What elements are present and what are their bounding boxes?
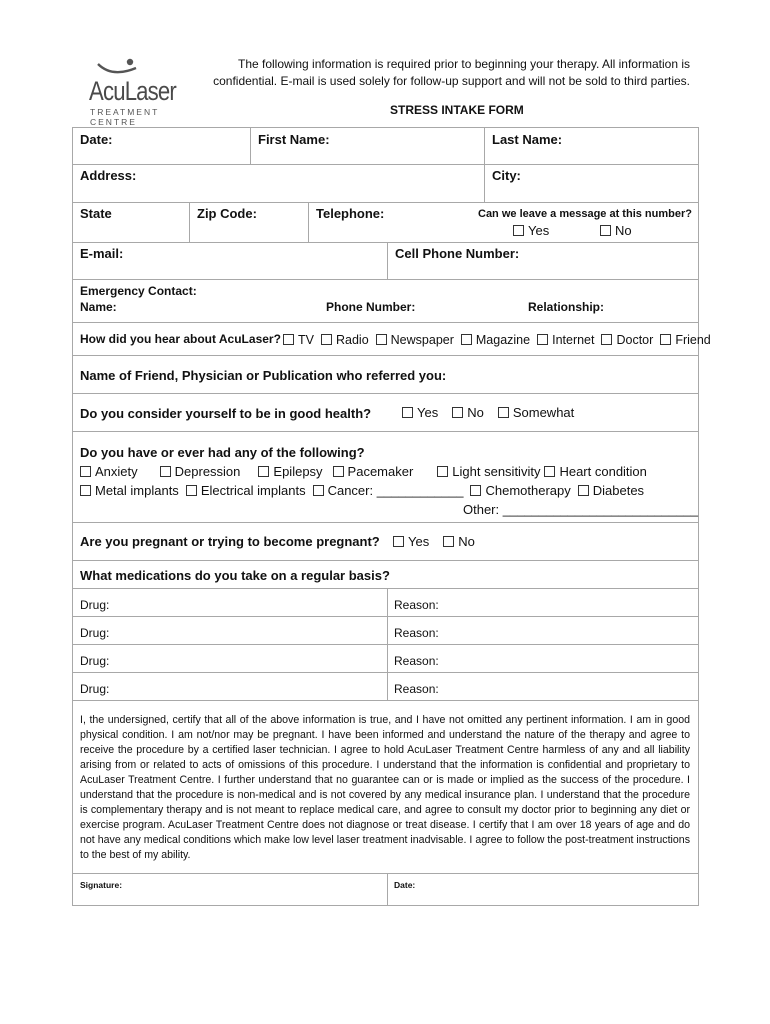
hear-about-row [73, 323, 711, 356]
checkbox-icon [333, 466, 344, 477]
cell-phone-field[interactable] [387, 243, 520, 279]
checkbox-icon [80, 485, 91, 496]
address-label: Address: [80, 168, 137, 183]
health-options [402, 405, 581, 420]
checkbox-icon [313, 485, 324, 496]
condition-diabetes[interactable]: Diabetes [578, 483, 644, 498]
emergency-label: Emergency Contact: [80, 284, 197, 298]
address-row [73, 165, 698, 203]
conditions-row-2 [80, 482, 644, 500]
message-yes-option[interactable]: Yes [513, 223, 549, 238]
message-no-option[interactable]: No [600, 223, 632, 238]
checkbox-icon [601, 334, 612, 345]
referred-question: Name of Friend, Physician or Publication who referred you: [80, 368, 447, 383]
condition-cancer[interactable]: Cancer: ____________ [313, 483, 464, 498]
reason-label: Reason: [394, 598, 439, 612]
intro-text: The following information is required prior to beginning your therapy. All information is confidential. E-mail is used solely for follow-up support and will not be sold to third parties. [213, 57, 690, 88]
hear-option-friend[interactable]: Friend [660, 333, 710, 347]
hear-options [283, 331, 711, 349]
condition-heart[interactable]: Heart condition [544, 464, 646, 479]
reason-field[interactable] [387, 617, 439, 644]
checkbox-icon [452, 407, 463, 418]
email-label: E-mail: [80, 246, 124, 261]
health-row [73, 394, 698, 432]
conditions-row [73, 432, 698, 523]
checkbox-icon [660, 334, 671, 345]
conditions-question: Do you have or ever had any of the following? [80, 445, 365, 460]
zip-field[interactable] [189, 203, 257, 242]
intake-form-table [72, 127, 711, 906]
state-label: State [80, 206, 112, 221]
reason-field[interactable] [387, 673, 439, 700]
checkbox-icon [443, 536, 454, 547]
checkbox-icon [600, 225, 611, 236]
checkbox-icon [393, 536, 404, 547]
checkbox-icon [376, 334, 387, 345]
first-name-label: First Name: [258, 132, 330, 147]
medications-question: What medications do you take on a regular basis? [80, 568, 390, 583]
checkbox-icon [258, 466, 269, 477]
emergency-relationship-label: Relationship: [528, 300, 605, 314]
cell-phone-label: Cell Phone Number: [395, 246, 520, 261]
form-title: STRESS INTAKE FORM [390, 103, 524, 117]
drug-label: Drug: [80, 598, 110, 612]
message-question: Can we leave a message at this number? [478, 208, 692, 220]
reason-label: Reason: [394, 626, 439, 640]
health-option-yes[interactable]: Yes [402, 405, 438, 420]
checkbox-icon [544, 466, 555, 477]
pregnant-options [393, 533, 482, 551]
drug-row [73, 645, 698, 673]
reason-label: Reason: [394, 654, 439, 668]
signature-label: Signature: [80, 880, 123, 890]
pregnant-row [73, 523, 698, 561]
signature-row [73, 874, 698, 905]
health-option-somewhat[interactable]: Somewhat [498, 405, 574, 420]
checkbox-icon [498, 407, 509, 418]
condition-electrical-implants[interactable]: Electrical implants [186, 483, 306, 498]
checkbox-icon [283, 334, 294, 345]
hear-question: How did you hear about AcuLaser? [80, 332, 281, 346]
city-label: City: [492, 168, 521, 183]
condition-pacemaker[interactable]: Pacemaker [333, 464, 414, 479]
signature-date-label: Date: [394, 880, 416, 890]
conditions-row-1 [80, 463, 647, 481]
checkbox-icon [437, 466, 448, 477]
hear-option-doctor[interactable]: Doctor [601, 333, 653, 347]
checkbox-icon [537, 334, 548, 345]
hear-option-magazine[interactable]: Magazine [461, 333, 530, 347]
checkbox-icon [513, 225, 524, 236]
checkbox-icon [578, 485, 589, 496]
checkbox-icon [80, 466, 91, 477]
drug-label: Drug: [80, 654, 110, 668]
referred-row [73, 356, 698, 394]
condition-depression[interactable]: Depression [160, 464, 241, 479]
drug-row [73, 589, 698, 617]
hear-option-internet[interactable]: Internet [537, 333, 594, 347]
drug-label: Drug: [80, 626, 110, 640]
checkbox-icon [461, 334, 472, 345]
aculaser-logo [86, 58, 196, 127]
reason-label: Reason: [394, 682, 439, 696]
city-field[interactable] [484, 165, 521, 202]
telephone-label: Telephone: [316, 206, 385, 221]
checkbox-icon [321, 334, 332, 345]
logo-name: AcuLaser [89, 76, 176, 106]
checkbox-icon [160, 466, 171, 477]
first-name-field[interactable] [250, 128, 330, 164]
condition-metal-implants[interactable]: Metal implants [80, 483, 179, 498]
hear-option-radio[interactable]: Radio [321, 333, 369, 347]
drug-label: Drug: [80, 682, 110, 696]
pregnant-question: Are you pregnant or trying to become pregnant? [80, 534, 380, 549]
hear-option-newspaper[interactable]: Newspaper [376, 333, 454, 347]
signature-date-field[interactable] [387, 874, 416, 905]
reason-field[interactable] [387, 645, 439, 672]
email-row [73, 243, 698, 280]
contact-row [73, 203, 698, 243]
checkbox-icon [470, 485, 481, 496]
checkbox-icon [402, 407, 413, 418]
medications-header-row [73, 561, 698, 589]
pregnant-option-yes[interactable]: Yes [393, 534, 429, 549]
emergency-row [73, 280, 698, 323]
emergency-phone-label: Phone Number: [326, 300, 416, 314]
logo-subtitle: TREATMENT CENTRE [90, 107, 160, 127]
hear-option-tv[interactable]: TV [283, 333, 314, 347]
drug-row [73, 673, 698, 701]
condition-epilepsy[interactable]: Epilepsy [258, 464, 322, 479]
reason-field[interactable] [387, 589, 439, 616]
name-row [73, 128, 698, 165]
health-option-no[interactable]: No [452, 405, 484, 420]
consent-text: I, the undersigned, certify that all of the above information is true, and I have not omitted any pertinent information. I am in good physical condition. I am not/nor may be pregnant. I have been informed and understand the nature of the therapy and agree to receive the procedure by a certified laser technician. I agree to hold AcuLaser Treatment Centre harmless of any and all liability arising from or related to acts of omissions of this procedure. I understand that the information is confidential and proprietary to AcuLaser Treatment Centre. I further understand that no guarantee can or is made or implied as the success of the procedure. I understand that the procedure is non-medical and is not covered by any medical insurance plan. I understand that the procedure is complementary therapy and is not meant to replace medical care, and agree to consult my doctor prior to beginning any diet or exercise program. AcuLaser Treatment Centre does not diagnose or treat disease. I certify that I am over 18 years of age and do not have any medical conditions which make low level laser treatment inadvisable. I agree to follow the post-treatment instructions to the best of my ability. [80, 714, 690, 861]
last-name-label: Last Name: [492, 132, 563, 147]
last-name-field[interactable] [484, 128, 563, 164]
condition-anxiety[interactable]: Anxiety [80, 464, 138, 479]
drug-row [73, 617, 698, 645]
consent-row [73, 701, 698, 874]
checkbox-icon [186, 485, 197, 496]
zip-label: Zip Code: [197, 206, 257, 221]
condition-chemotherapy[interactable]: Chemotherapy [470, 483, 570, 498]
condition-other-field[interactable]: Other: ___________________________ [463, 502, 698, 517]
emergency-name-label: Name: [80, 300, 117, 314]
condition-light-sensitivity[interactable]: Light sensitivity [437, 464, 540, 479]
telephone-field[interactable] [308, 203, 385, 242]
pregnant-option-no[interactable]: No [443, 534, 475, 549]
health-question: Do you consider yourself to be in good health? [80, 406, 372, 421]
date-label: Date: [80, 132, 113, 147]
